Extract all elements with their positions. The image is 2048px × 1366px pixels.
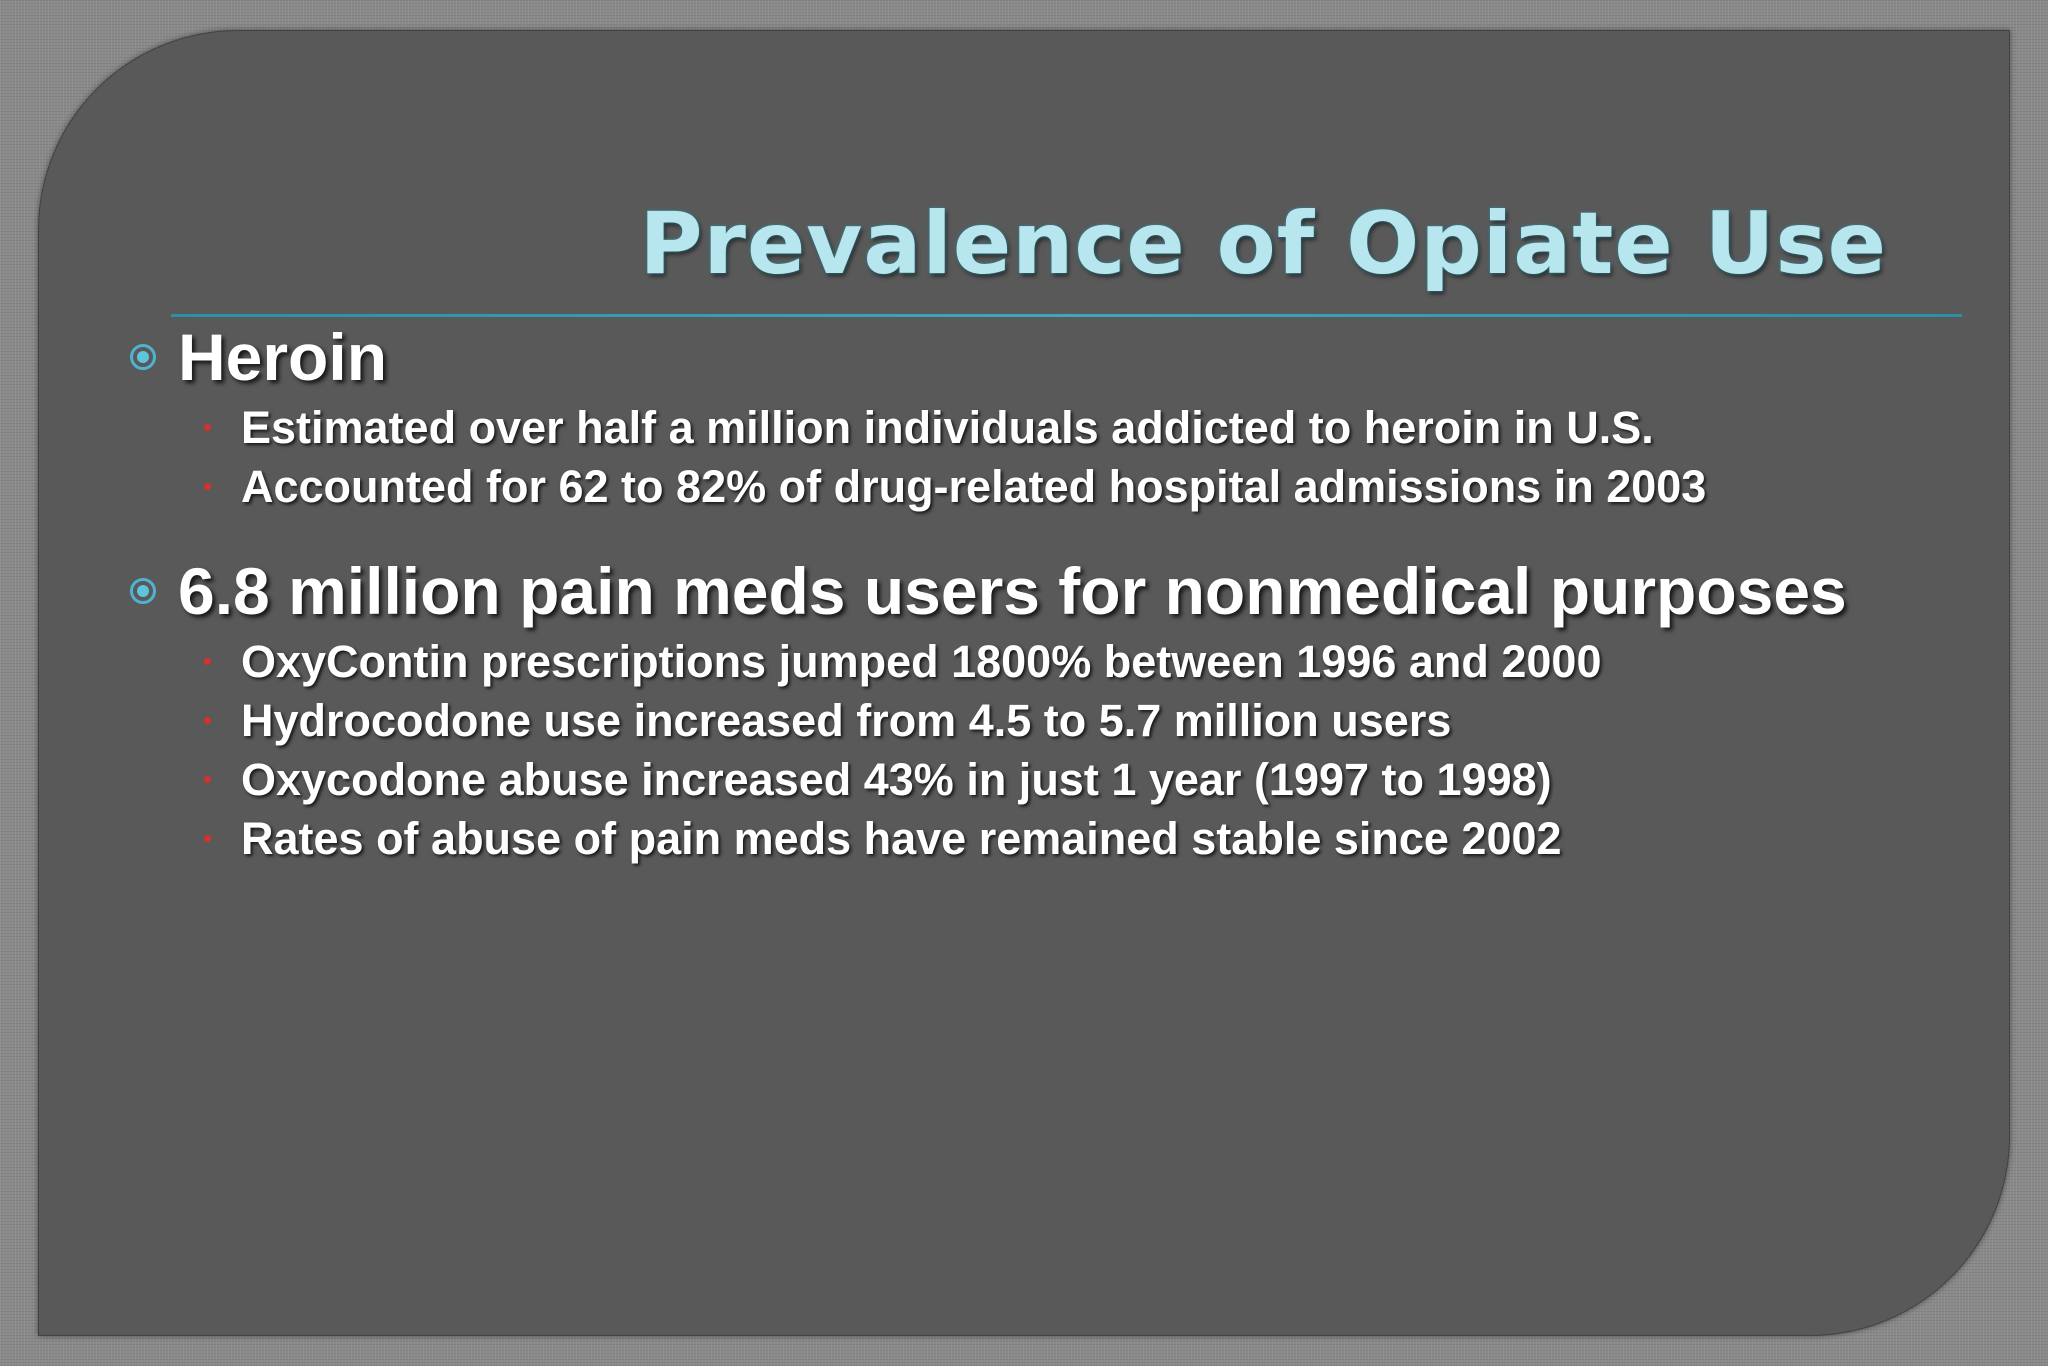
- section-heading-pain-meds: [126, 550, 2026, 632]
- red-dot-icon: [204, 776, 211, 783]
- slide-panel: [38, 30, 2010, 1336]
- list-item-text: Estimated over half a million individuals addicted to heroin in U.S.: [241, 401, 1654, 453]
- list-item: [126, 457, 2026, 516]
- section-heading-text: 6.8 million pain meds users for nonmedical purposes: [178, 554, 1847, 628]
- heroin-sub-list: [126, 398, 2026, 516]
- target-ring-icon: [130, 344, 156, 370]
- section-heading-heroin: [126, 316, 2026, 398]
- list-item-text: Oxycodone abuse increased 43% in just 1 year (1997 to 1998): [241, 753, 1552, 805]
- red-dot-icon: [204, 717, 211, 724]
- slide-content: [126, 316, 2026, 868]
- red-dot-icon: [204, 658, 211, 665]
- pain-meds-sub-list: [126, 632, 2026, 868]
- section-heading-text: Heroin: [178, 320, 388, 394]
- list-item: [126, 691, 2026, 750]
- red-dot-icon: [204, 483, 211, 490]
- slide-title: Prevalence of Opiate Use: [639, 194, 1887, 294]
- list-item-text: Rates of abuse of pain meds have remained stable since 2002: [241, 812, 1562, 864]
- list-item-text: Hydrocodone use increased from 4.5 to 5.7 million users: [241, 694, 1452, 746]
- list-item: [126, 809, 2026, 868]
- list-item: [126, 632, 2026, 691]
- target-ring-icon: [130, 578, 156, 604]
- list-item: [126, 750, 2026, 809]
- red-dot-icon: [204, 424, 211, 431]
- list-item-text: OxyContin prescriptions jumped 1800% between 1996 and 2000: [241, 635, 1602, 687]
- red-dot-icon: [204, 835, 211, 842]
- list-item-text: Accounted for 62 to 82% of drug-related hospital admissions in 2003: [241, 460, 1707, 512]
- list-item: [126, 398, 2026, 457]
